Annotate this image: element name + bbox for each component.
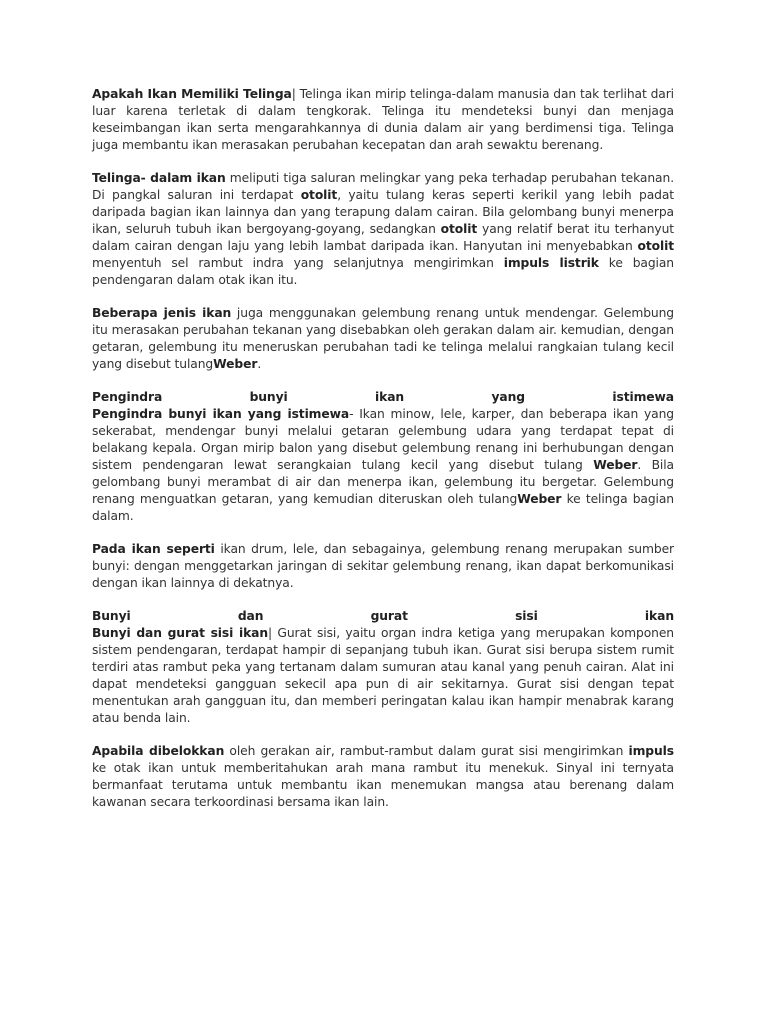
section-title: [92, 389, 674, 406]
paragraph-text: meliputi tiga saluran melingkar yang peka terhadap perubahan tekanan. Di pangkal saluran ini terdapat: [92, 171, 674, 202]
paragraph-text: . Bila gelombang bunyi merambat di air dan menerpa ikan, gelembung itu bergetar. Gelembung renang menguatkan getaran, yang kemudian diteruskan oleh tulang: [92, 458, 674, 506]
paragraph-text: ke bagian pendengaran dalam otak ikan itu.: [92, 256, 674, 287]
paragraph-text: ke otak ikan untuk memberitahukan arah mana rambut itu menekuk. Sinyal ini ternyata bermanfaat terutama untuk membantu ikan menemukan mangsa atau berenang dalam kawanan secara terkoordinasi bersama ikan lain.: [92, 761, 674, 809]
paragraph-heading: Beberapa jenis ikan: [92, 306, 232, 320]
title-word: Pengindra: [92, 390, 163, 404]
paragraph-text: ke telinga bagian dalam.: [92, 492, 674, 523]
bold-term: Weber: [517, 492, 562, 506]
paragraph-text: yang relatif berat itu terhanyut dalam cairan dengan laju yang lebih lambat daripada ikan. Hanyutan ini menyebabkan: [92, 222, 674, 253]
title-word: ikan: [375, 390, 405, 404]
section-title: [92, 608, 674, 625]
bold-term: otolit: [300, 188, 338, 202]
bold-term: Weber: [593, 458, 638, 472]
paragraph-content: [92, 625, 674, 727]
title-word: sisi: [515, 609, 538, 623]
paragraph-heading: Pengindra bunyi ikan yang istimewa: [92, 407, 350, 421]
paragraph-heading: Apabila dibelokkan: [92, 744, 225, 758]
paragraph-6: [92, 608, 674, 727]
paragraph-text: oleh gerakan air, rambut-rambut dalam gurat sisi mengirimkan: [224, 744, 629, 758]
paragraph-heading: Bunyi dan gurat sisi ikan: [92, 626, 269, 640]
paragraph-3: [92, 305, 674, 373]
paragraph-text: .: [257, 357, 262, 371]
title-word: Bunyi: [92, 609, 131, 623]
paragraph-text: - Ikan minow, lele, karper, dan beberapa ikan yang sekerabat, mendengar bunyi melalui getaran gelembung udara yang terdapat tepat di belakang kepala. Organ mirip balon yang disebut gelembung renang ini berhubungan dengan sistem pendengaran lewat serangkaian tulang kecil yang disebut tulang: [92, 407, 674, 472]
paragraph-heading: Telinga- dalam ikan: [92, 171, 226, 185]
bold-term: impuls listrik: [503, 256, 599, 270]
title-word: yang: [491, 390, 525, 404]
paragraph-5: [92, 541, 674, 592]
paragraph-text: ikan drum, lele, dan sebagainya, gelembung renang merupakan sumber bunyi: dengan menggetarkan jaringan di sekitar gelembung renang, ikan dapat berkomunikasi dengan ikan lainnya di dekatnya.: [92, 542, 674, 590]
separator: |: [268, 626, 278, 640]
paragraph-7: [92, 743, 674, 811]
bold-term: impuls: [628, 744, 674, 758]
bold-term: Weber: [213, 357, 258, 371]
separator: |: [291, 87, 300, 101]
paragraph-4: [92, 389, 674, 525]
title-word: ikan: [644, 609, 674, 623]
paragraph-heading: Pada ikan seperti: [92, 542, 215, 556]
title-word: gurat: [370, 609, 408, 623]
paragraph-text: Gurat sisi, yaitu organ indra ketiga yang merupakan komponen sistem pendengaran, terdapat hampir di sepanjang tubuh ikan. Gurat sisi berupa sistem rumit terdiri atas rambut peka yang tertanam dalam sumuran atau kanal yang penuh cairan. Alat ini dapat mendeteksi gangguan sekecil apa pun di air sekitarnya. Gurat sisi dengan tepat menentukan arah gangguan itu, dan memberi peringatan kalau ikan hampir menabrak karang atau benda lain.: [92, 626, 675, 725]
title-word: istimewa: [612, 390, 674, 404]
paragraph-heading: Apakah Ikan Memiliki Telinga: [92, 87, 292, 101]
bold-term: otolit: [637, 239, 674, 253]
paragraph-2: [92, 170, 674, 289]
paragraph-text: , yaitu tulang keras seperti kerikil yang lebih padat daripada bagian ikan lainnya dan yang terapung dalam cairan. Bila gelombang bunyi menerpa ikan, seluruh tubuh ikan bergoyang-goyang, sedangkan: [92, 188, 674, 236]
paragraph-content: [92, 406, 674, 525]
paragraph-text: juga menggunakan gelembung renang untuk mendengar. Gelembung itu merasakan perubahan tekanan yang disebabkan oleh gerakan dalam air. kemudian, dengan getaran, gelembung itu meneruskan perubahan tadi ke telinga melalui rangkaian tulang kecil yang disebut tulang: [92, 306, 674, 371]
title-word: bunyi: [249, 390, 288, 404]
bold-term: otolit: [440, 222, 478, 236]
title-word: dan: [237, 609, 264, 623]
paragraph-1: [92, 86, 674, 154]
paragraph-text: menyentuh sel rambut indra yang selanjutnya mengirimkan: [92, 256, 504, 270]
paragraph-text: Telinga ikan mirip telinga-dalam manusia dan tak terlihat dari luar karena terletak di dalam tengkorak. Telinga itu mendeteksi bunyi dan menjaga keseimbangan ikan serta mengarahkannya di dunia dalam air yang berdimensi tiga. Telinga juga membantu ikan merasakan perubahan kecepatan dan arah sewaktu berenang.: [92, 87, 674, 152]
document-body: [92, 86, 674, 827]
